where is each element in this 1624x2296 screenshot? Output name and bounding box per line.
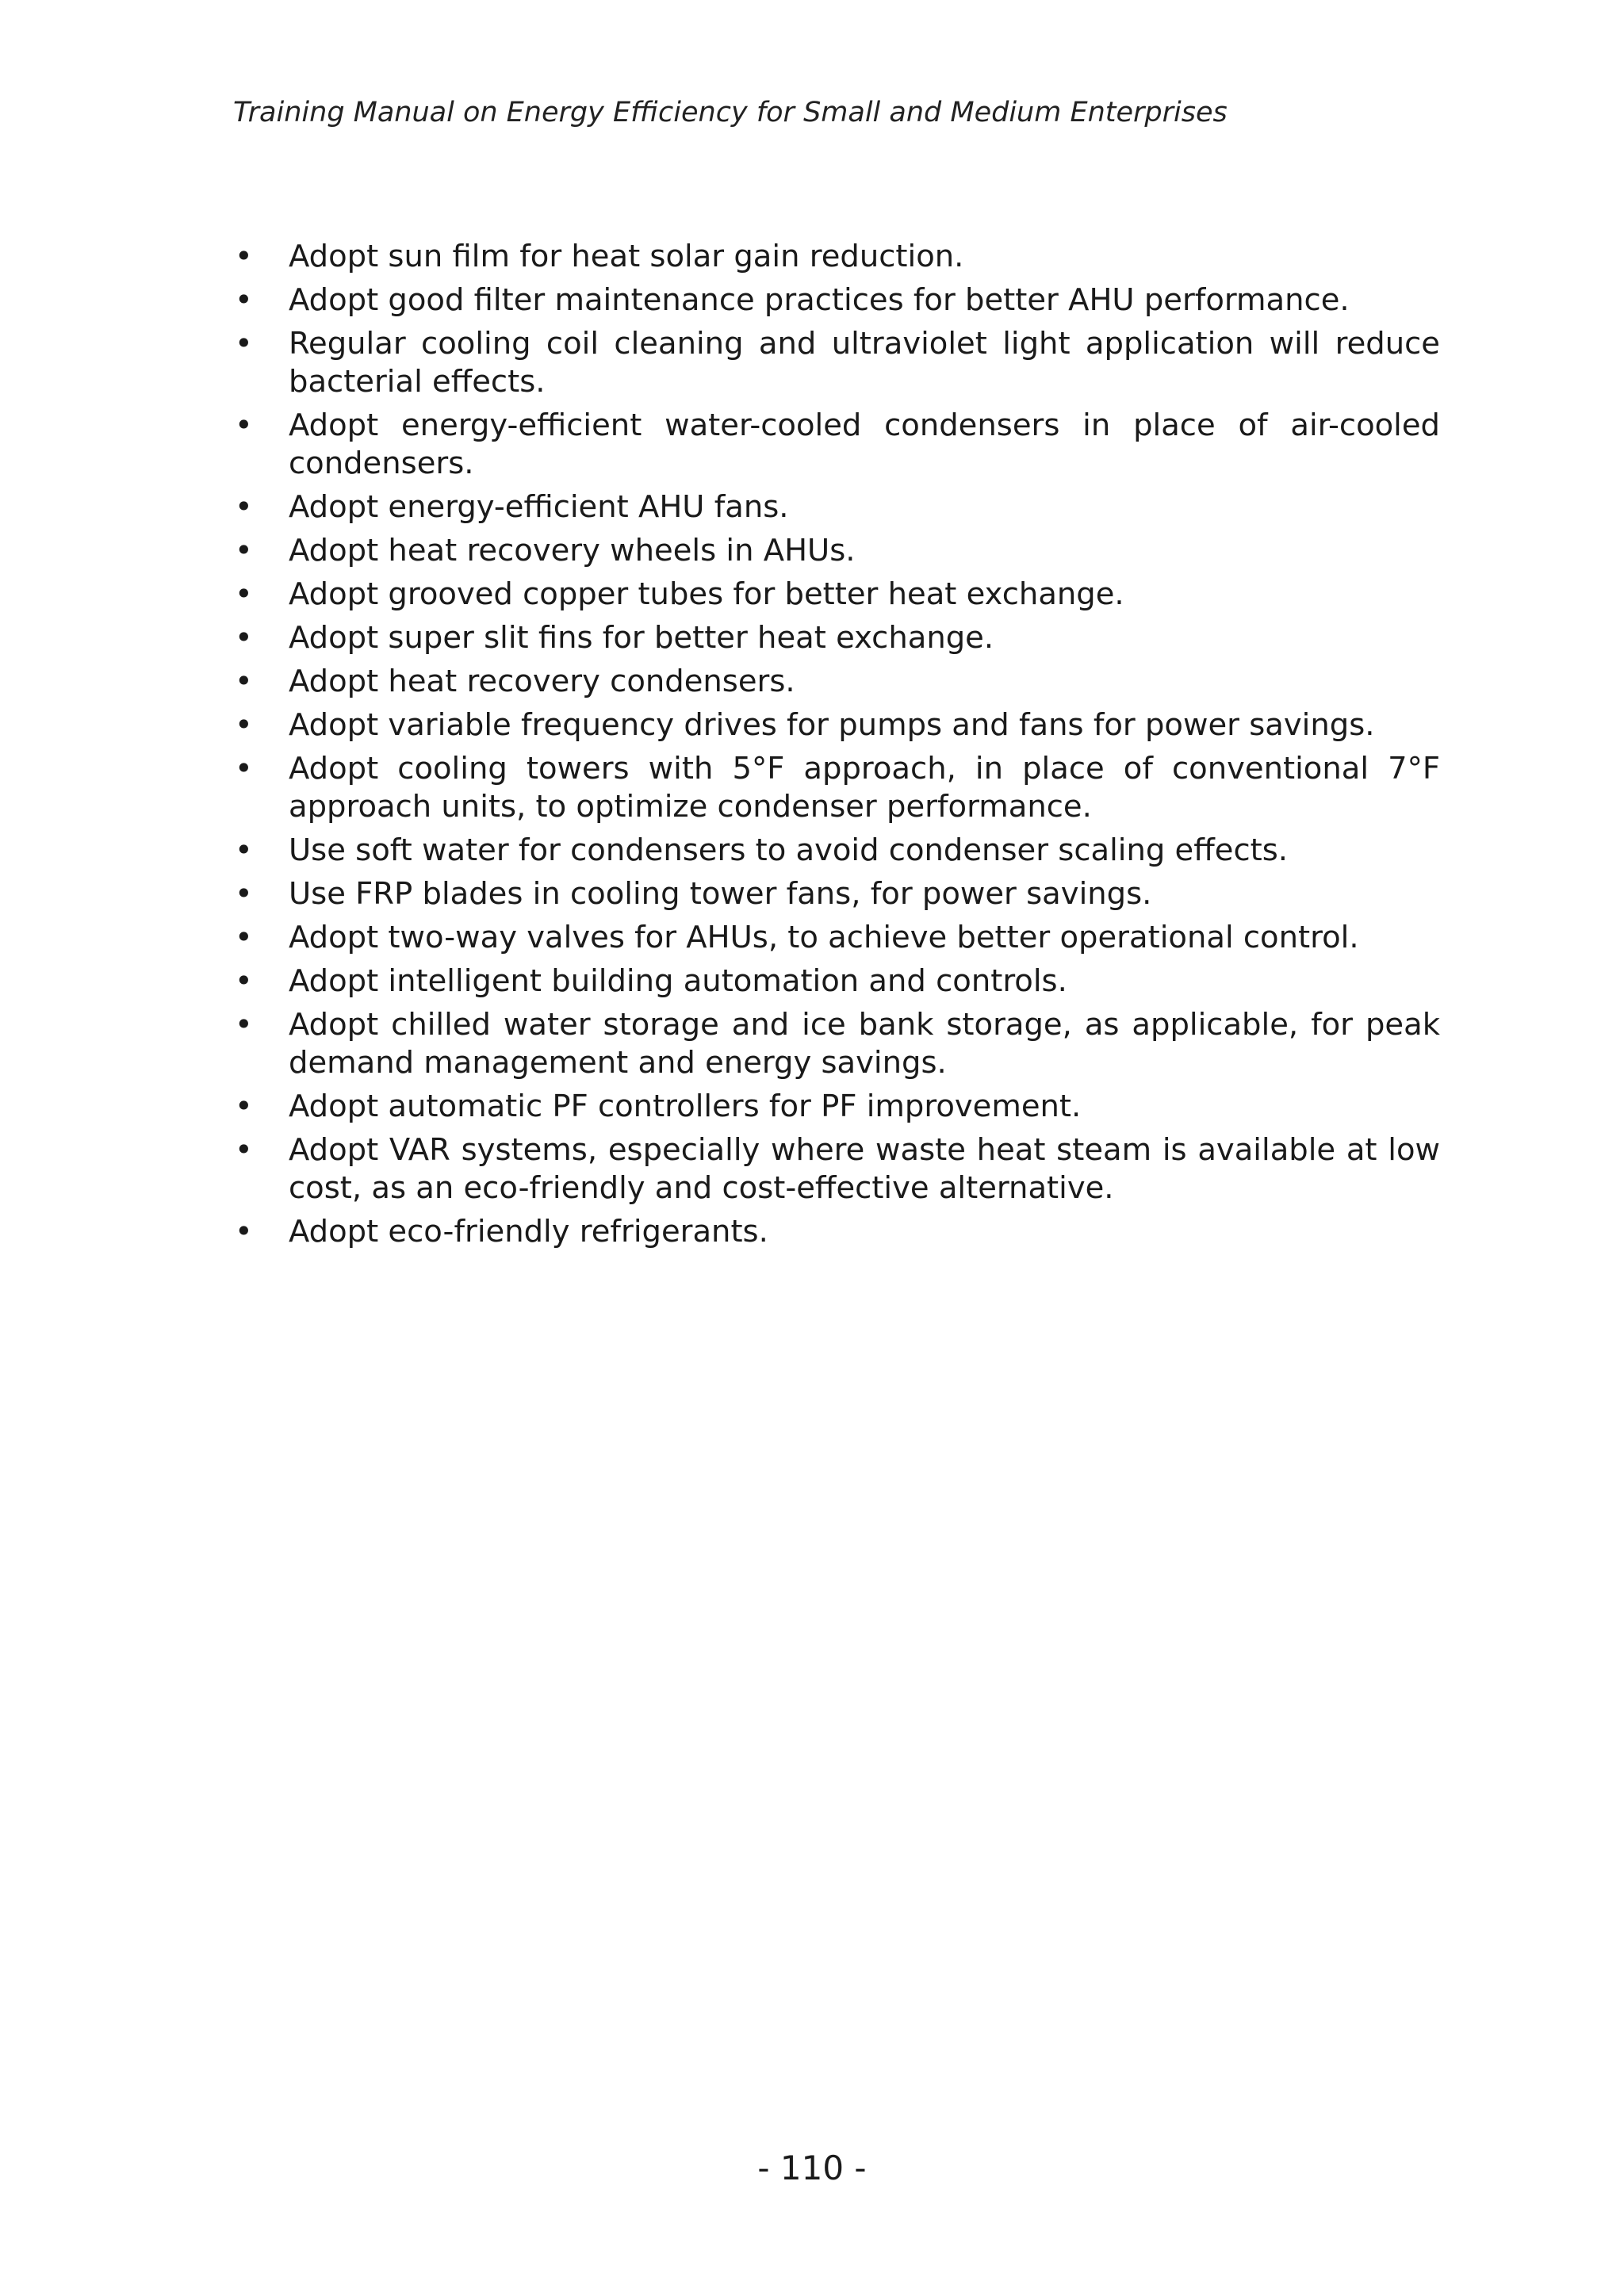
list-item-text: Use soft water for condensers to avoid condenser scaling effects. [289,832,1289,868]
list-item-text: Adopt intelligent building automation and controls. [289,963,1067,999]
bullet-point-icon: • [235,576,253,612]
list-item-text: Adopt grooved copper tubes for better heat exchange. [289,576,1124,612]
list-item-text: Adopt VAR systems, especially where waste heat steam is available at low cost, as an eco-friendly and cost-effective alternative. [289,1132,1440,1206]
list-item-text: Adopt two-way valves for AHUs, to achieve better operational control. [289,920,1359,955]
list-item [233,488,1440,526]
list-item [233,1006,1440,1082]
list-item [233,1213,1440,1251]
list-item-text: Regular cooling coil cleaning and ultraviolet light application will reduce bacterial effects. [289,326,1440,400]
list-item [233,619,1440,657]
list-item-text: Adopt eco-friendly refrigerants. [289,1214,768,1249]
recommendation-bullet-list [233,238,1440,1257]
list-item-text: Adopt energy-efficient AHU fans. [289,489,789,525]
list-item [233,238,1440,276]
bullet-point-icon: • [235,282,253,318]
list-item-text: Adopt sun film for heat solar gain reduction. [289,239,964,274]
bullet-point-icon: • [235,664,253,699]
bullet-point-icon: • [235,408,253,443]
bullet-point-icon: • [235,489,253,525]
list-item-text: Adopt automatic PF controllers for PF improvement. [289,1089,1082,1124]
page-number: - 110 - [757,2149,867,2187]
bullet-point-icon: • [235,920,253,955]
list-item-text: Use FRP blades in cooling tower fans, for power savings. [289,876,1152,912]
list-item [233,281,1440,320]
bullet-point-icon: • [235,832,253,868]
list-item [233,407,1440,483]
bullet-point-icon: • [235,707,253,743]
bullet-point-icon: • [235,533,253,568]
list-item [233,325,1440,401]
list-item [233,1131,1440,1207]
list-item [233,706,1440,744]
bullet-point-icon: • [235,1007,253,1043]
bullet-point-icon: • [235,326,253,362]
bullet-point-icon: • [235,1132,253,1168]
list-item-text: Adopt variable frequency drives for pumps and fans for power savings. [289,707,1375,743]
list-item-text: Adopt energy-efficient water-cooled condensers in place of air-cooled condensers. [289,408,1440,481]
list-item-text: Adopt heat recovery wheels in AHUs. [289,533,856,568]
list-item-text: Adopt super slit fins for better heat exchange. [289,620,994,656]
bullet-point-icon: • [235,620,253,656]
list-item [233,919,1440,957]
list-item-text: Adopt heat recovery condensers. [289,664,795,699]
list-item-text: Adopt cooling towers with 5°F approach, in place of conventional 7°F approach units, to optimize condenser performance. [289,751,1440,825]
bullet-point-icon: • [235,876,253,912]
list-item [233,576,1440,614]
list-item [233,875,1440,913]
running-header-title: Training Manual on Energy Efficiency for Small and Medium Enterprises [233,97,1228,128]
bullet-point-icon: • [235,239,253,274]
bullet-point-icon: • [235,1089,253,1124]
list-item-text: Adopt good filter maintenance practices for better AHU performance. [289,282,1350,318]
bullet-point-icon: • [235,1214,253,1249]
list-item [233,750,1440,826]
list-item [233,832,1440,870]
list-item-text: Adopt chilled water storage and ice bank storage, as applicable, for peak demand management and energy savings. [289,1007,1440,1081]
list-item [233,962,1440,1001]
bullet-point-icon: • [235,963,253,999]
list-item [233,532,1440,570]
list-item [233,663,1440,701]
bullet-point-icon: • [235,751,253,786]
list-item [233,1088,1440,1126]
